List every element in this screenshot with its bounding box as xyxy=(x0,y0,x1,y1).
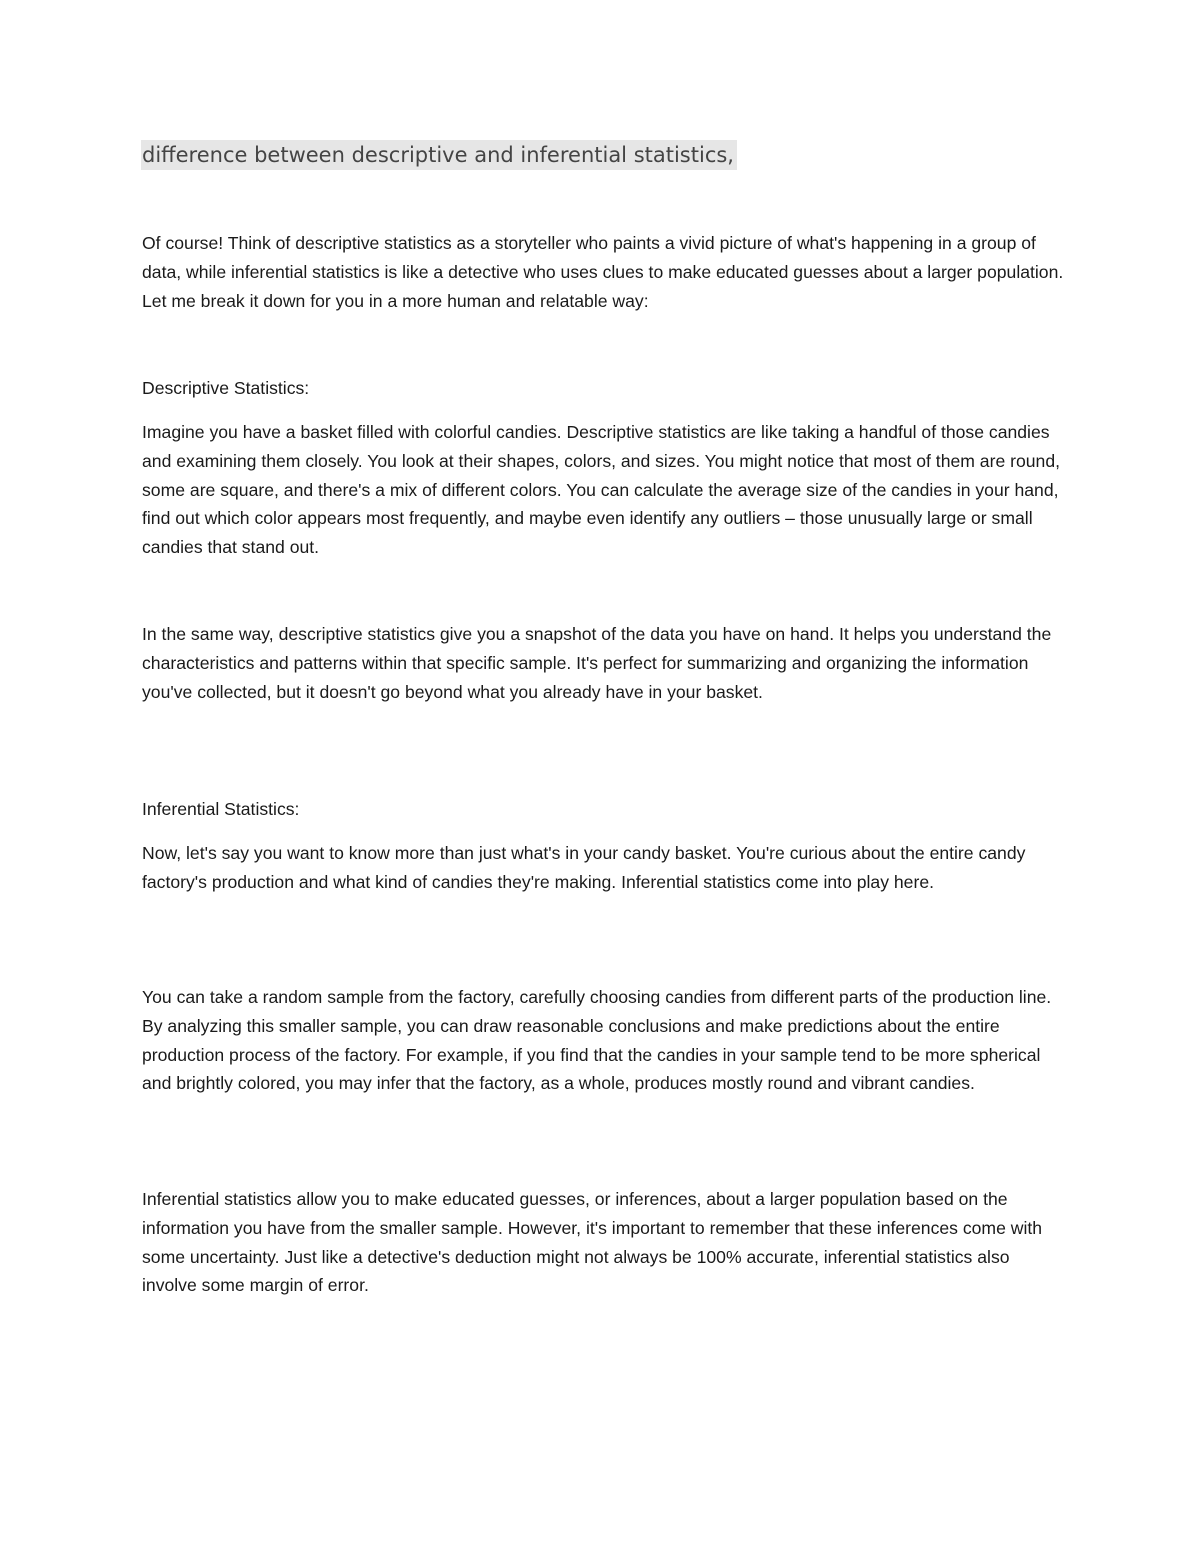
intro-paragraph: Of course! Think of descriptive statistics as a storyteller who paints a vivid picture of what's happening in a group of data, while inferential statistics is like a detective who uses clues to make educated guesses about a larger population. Let me break it down for you in a more human and relatable way: xyxy=(142,233,1064,311)
document-title: difference between descriptive and inferential statistics, xyxy=(141,140,737,170)
descriptive-paragraph-1: Imagine you have a basket filled with colorful candies. Descriptive statistics are like taking a handful of those candies and examining them closely. You look at their shapes, colors, and sizes. You might notice that most of them are round, some are square, and there's a mix of different colors. You can calculate the average size of the candies in your hand, find out which color appears most frequently, and maybe even identify any outliers – those unusually large or small candies that stand out. xyxy=(142,422,1061,558)
descriptive-statistics-heading: Descriptive Statistics: xyxy=(142,378,310,398)
descriptive-paragraph-2: In the same way, descriptive statistics give you a snapshot of the data you have on hand. It helps you understand the characteristics and patterns within that specific sample. It's perfect for summarizing and organizing the information you've collected, but it doesn't go beyond what you already have in your basket. xyxy=(142,624,1052,702)
inferential-statistics-heading: Inferential Statistics: xyxy=(142,799,300,819)
inferential-paragraph-2: You can take a random sample from the factory, carefully choosing candies from different parts of the production line. By analyzing this smaller sample, you can draw reasonable conclusions and make predictions about the entire production process of the factory. For example, if you find that the candies in your sample tend to be more spherical and brightly colored, you may infer that the factory, as a whole, produces mostly round and vibrant candies. xyxy=(142,987,1052,1094)
inferential-paragraph-3: Inferential statistics allow you to make educated guesses, or inferences, about a larger population based on the information you have from the smaller sample. However, it's important to remember that these inferences come with some uncertainty. Just like a detective's deduction might not always be 100% accurate, inferential statistics also involve some margin of error. xyxy=(142,1189,1043,1296)
inferential-paragraph-1: Now, let's say you want to know more than just what's in your candy basket. You're curious about the entire candy factory's production and what kind of candies they're making. Inferential statistics come into play here. xyxy=(142,843,1026,892)
